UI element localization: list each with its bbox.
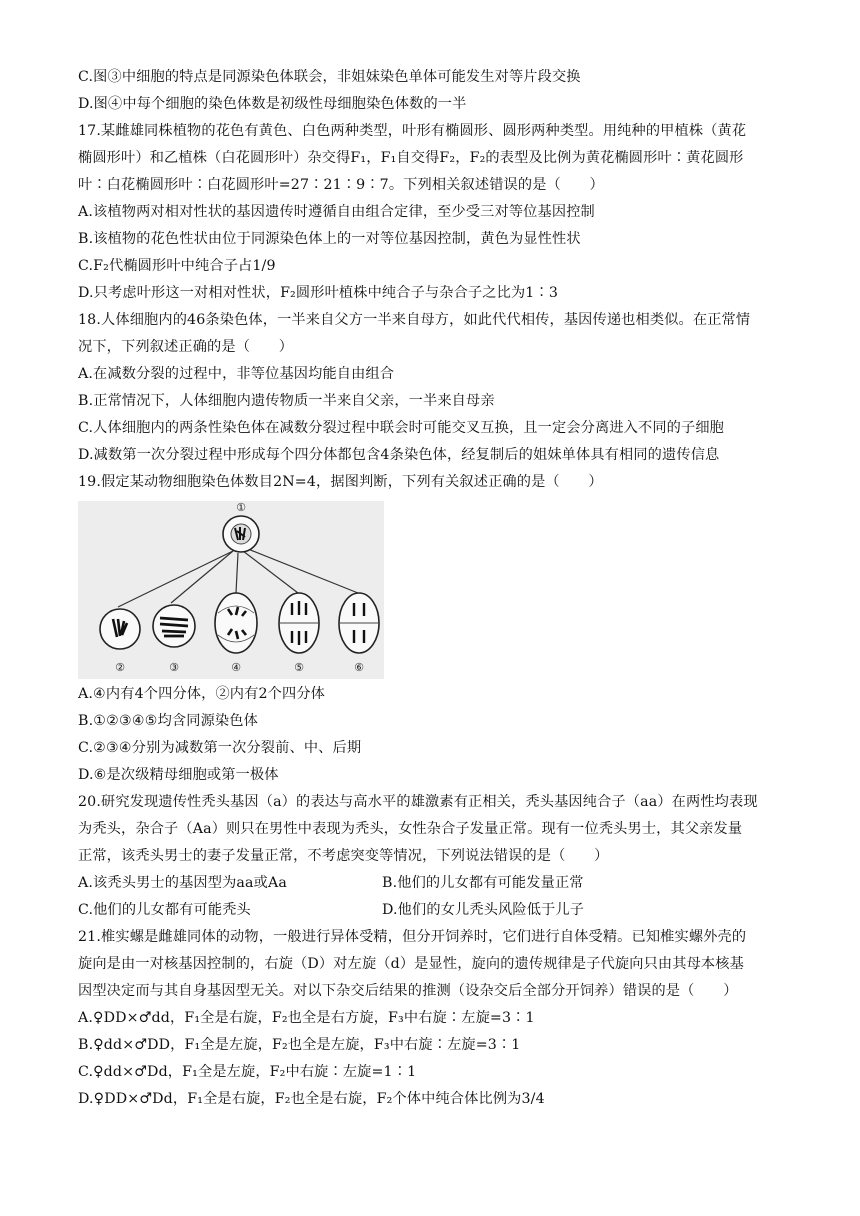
- cell-1: [223, 516, 259, 552]
- q18-option-b[interactable]: B.正常情况下，人体细胞内遗传物质一半来自父亲，一半来自母亲: [78, 393, 495, 409]
- q17-stem-line3: 叶∶白花椭圆形叶∶白花圆形叶=27∶21∶9∶7。下列相关叙述错误的是（ ）: [78, 177, 604, 193]
- q20-option-a[interactable]: A.该秃头男士的基因型为aa或Aa: [78, 875, 287, 891]
- label-2: ②: [115, 661, 125, 674]
- q17-stem-line1: 17.某雌雄同株植物的花色有黄色、白色两种类型，叶形有椭圆形、圆形两种类型。用纯种的甲植株（黄花: [78, 123, 747, 139]
- q20-option-b[interactable]: B.他们的儿女都有可能发量正常: [382, 875, 584, 891]
- q21-option-c[interactable]: C.♀dd×♂Dd，F₁全是左旋，F₂中右旋∶左旋=1∶1: [78, 1064, 417, 1080]
- q21-option-b[interactable]: B.♀dd×♂DD，F₁全是左旋，F₂也全是左旋，F₃中右旋∶左旋=3∶1: [78, 1037, 521, 1053]
- exam-page: [78, 64, 790, 1113]
- cell-5: [279, 593, 319, 653]
- q21-stem-line2: 旋向是由一对核基因控制的，右旋（D）对左旋（d）是显性，旋向的遗传规律是子代旋向只由其母本核基: [78, 956, 744, 972]
- q16-option-d[interactable]: D.图④中每个细胞的染色体数是初级性母细胞染色体数的一半: [78, 96, 467, 112]
- q20-option-c[interactable]: C.他们的儿女都有可能秃头: [78, 902, 251, 918]
- q18-option-d[interactable]: D.减数第一次分裂过程中形成每个四分体都包含4条染色体，经复制后的姐妹单体具有相同的遗传信息: [78, 447, 720, 463]
- q17-option-d[interactable]: D.只考虑叶形这一对相对性状，F₂圆形叶植株中纯合子与杂合子之比为1∶3: [78, 285, 558, 301]
- q20-stem-line3: 正常，该秃头男士的妻子发量正常，不考虑突变等情况，下列说法错误的是（ ）: [78, 848, 609, 864]
- q17-stem-line2: 椭圆形叶）和乙植株（白花圆形叶）杂交得F₁，F₁自交得F₂，F₂的表型及比例为黄花椭圆形叶∶黄花圆形: [78, 150, 744, 166]
- label-1: ①: [236, 501, 246, 514]
- q18-option-c[interactable]: C.人体细胞内的两条性染色体在减数分裂过程中联会时可能交叉互换，且一定会分离进入不同的子细胞: [78, 420, 725, 436]
- q19-option-b[interactable]: B.①②③④⑤均含同源染色体: [78, 713, 258, 729]
- q20-stem-line2: 为秃头，杂合子（Aa）则只在男性中表现为秃头，女性杂合子发量正常。现有一位秃头男士，其父亲发量: [78, 821, 743, 837]
- q17-option-c[interactable]: C.F₂代椭圆形叶中纯合子占1/9: [78, 258, 276, 274]
- cell-division-diagram: [78, 501, 384, 679]
- cell-6: [339, 593, 379, 653]
- q20-options-row2: [78, 897, 790, 924]
- cell-3: [153, 605, 195, 647]
- q21-stem-line3: 因型决定而与其自身基因型无关。对以下杂交后结果的推测（设杂交后全部分开饲养）错误的是（ ）: [78, 983, 738, 999]
- label-3: ③: [169, 661, 179, 674]
- q18-option-a[interactable]: A.在减数分裂的过程中，非等位基因均能自由组合: [78, 366, 395, 382]
- q19-option-a[interactable]: A.④内有4个四分体，②内有2个四分体: [78, 686, 326, 702]
- q16-option-c[interactable]: C.图③中细胞的特点是同源染色体联会，非姐妹染色单体可能发生对等片段交换: [78, 69, 581, 85]
- q19-stem: 19.假定某动物细胞染色体数目2N=4，据图判断，下列有关叙述正确的是（ ）: [78, 474, 603, 490]
- q20-stem-line1: 20.研究发现遗传性秃头基因（a）的表达与高水平的雄激素有正相关，秃头基因纯合子（aa）在两性均表现: [78, 794, 758, 810]
- q17-option-b[interactable]: B.该植物的花色性状由位于同源染色体上的一对等位基因控制，黄色为显性性状: [78, 231, 581, 247]
- q20-option-d[interactable]: D.他们的女儿秃头风险低于儿子: [382, 902, 585, 918]
- cell-division-figure: [78, 501, 384, 679]
- label-4: ④: [231, 661, 241, 674]
- q21-option-a[interactable]: A.♀DD×♂dd，F₁全是右旋，F₂也全是右方旋，F₃中右旋∶左旋=3∶1: [78, 1010, 535, 1026]
- label-6: ⑥: [354, 661, 364, 674]
- q17-option-a[interactable]: A.该植物两对相对性状的基因遗传时遵循自由组合定律，至少受三对等位基因控制: [78, 204, 595, 220]
- q21-stem-line1: 21.椎实螺是雌雄同体的动物，一般进行异体受精，但分开饲养时，它们进行自体受精。已知椎实螺外壳的: [78, 929, 747, 945]
- label-5: ⑤: [294, 661, 304, 674]
- q21-option-d[interactable]: D.♀DD×♂Dd，F₁全是右旋，F₂也全是右旋，F₂个体中纯合体比例为3/4: [78, 1091, 545, 1107]
- q18-stem-line1: 18.人体细胞内的46条染色体，一半来自父方一半来自母方，如此代代相传，基因传递也相类似。在正常情: [78, 312, 751, 328]
- q18-stem-line2: 况下，下列叙述正确的是（ ）: [78, 339, 294, 355]
- cell-2: [100, 609, 140, 649]
- q19-option-d[interactable]: D.⑥是次级精母细胞或第一极体: [78, 767, 279, 783]
- q20-options-row1: [78, 870, 790, 897]
- q19-option-c[interactable]: C.②③④分别为减数第一次分裂前、中、后期: [78, 740, 362, 756]
- cell-4: [215, 593, 257, 653]
